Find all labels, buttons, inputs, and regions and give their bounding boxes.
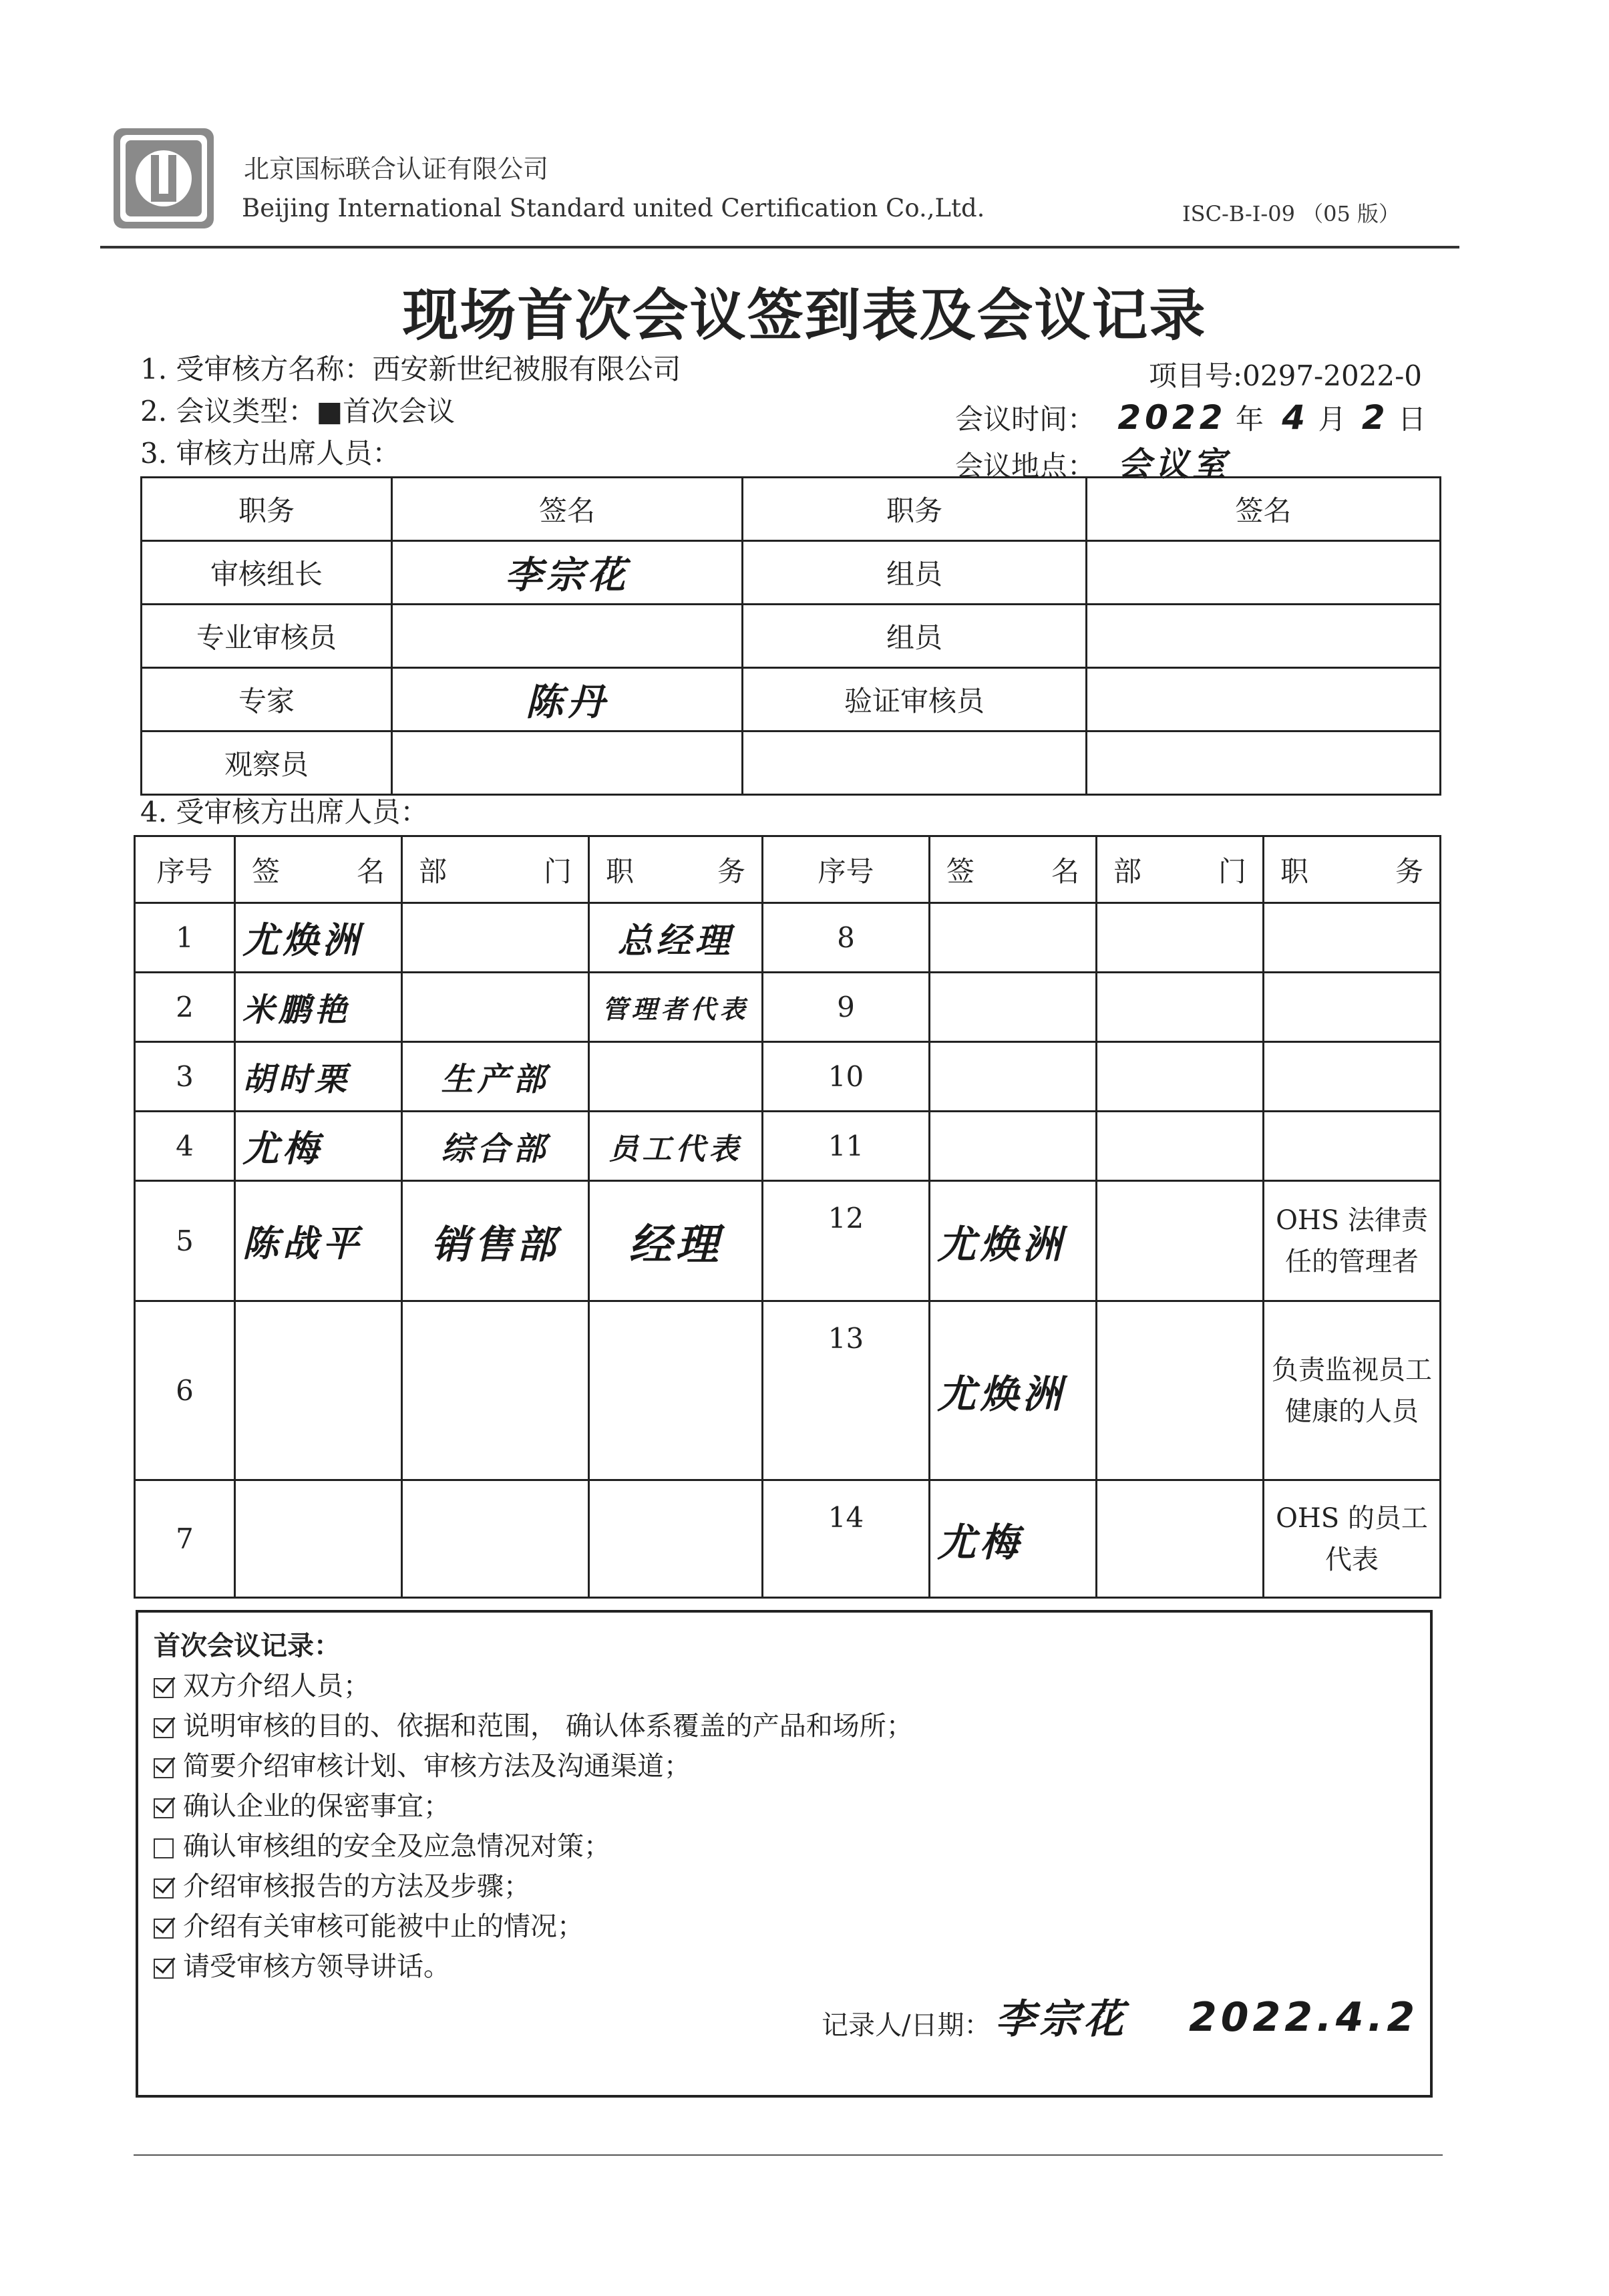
signature-cell: [392, 605, 743, 668]
header-no: 序号: [763, 836, 930, 903]
role-cell: 审核组长: [142, 541, 392, 605]
duty-cell: [589, 1042, 763, 1112]
signature-cell: [1087, 668, 1441, 731]
row-no: 12: [763, 1181, 930, 1301]
table-row: [135, 1301, 1441, 1480]
company-name-cn: 北京国标联合认证有限公司: [244, 154, 549, 184]
header-duty-b: 务: [717, 854, 745, 888]
page-title: 现场首次会议签到表及会议记录: [402, 283, 1207, 348]
checkbox-checked[interactable]: [154, 1678, 174, 1698]
recorder-label: 记录人/日期：: [822, 2010, 991, 2041]
recorder-date: 2022.4.2: [1189, 1994, 1419, 2041]
signature-cell: 陈战平: [235, 1181, 402, 1301]
signature-cell: 米鹏艳: [235, 973, 402, 1042]
row-no: 8: [763, 903, 930, 973]
department-cell: [1097, 1042, 1264, 1112]
row-no: 10: [763, 1042, 930, 1112]
row-no: 6: [135, 1301, 235, 1480]
meeting-time: [955, 397, 1426, 438]
duty-cell: 总经理: [589, 903, 763, 973]
signature-cell: 尤焕洲: [930, 1181, 1097, 1301]
record-item: [154, 1825, 610, 1863]
signature-cell: 尤梅: [930, 1480, 1097, 1598]
attendees-table: [134, 835, 1441, 1599]
audit-team-table: [140, 476, 1441, 796]
duty-cell: 负责监视员工健康的人员: [1264, 1301, 1441, 1480]
department-cell: [1097, 973, 1264, 1042]
duty-cell: [1264, 1042, 1441, 1112]
department-cell: [402, 1480, 589, 1598]
row-no: 5: [135, 1181, 235, 1301]
year-char: 年: [1235, 403, 1264, 436]
signature-cell: [235, 1480, 402, 1598]
row-no: 9: [763, 973, 930, 1042]
duty-cell: [1264, 903, 1441, 973]
signature-cell: 胡时栗: [235, 1042, 402, 1112]
header-sig-a: 签: [946, 854, 975, 888]
company-name-en: Beijing International Standard united Certification Co.,Ltd.: [242, 194, 985, 222]
signature-cell: [1087, 731, 1441, 795]
record-item-text: 说明审核的目的、依据和范围， 确认体系覆盖的产品和场所；: [183, 1711, 913, 1742]
role-cell: 观察员: [142, 731, 392, 795]
header-dept-a: 部: [1113, 854, 1142, 888]
role-cell: 专业审核员: [142, 605, 392, 668]
table-header-row: [135, 836, 1441, 903]
signature-cell: 尤梅: [235, 1112, 402, 1181]
record-item-text: 请受审核方领导讲话。: [183, 1951, 450, 1982]
header-dept-a: 部: [419, 854, 448, 888]
table-row: [135, 1480, 1441, 1598]
header-sig-b: 名: [1051, 854, 1079, 888]
record-item: [154, 1945, 450, 1983]
header-dept-b: 门: [1218, 854, 1246, 888]
department-cell: [1097, 1112, 1264, 1181]
row-no: 7: [135, 1480, 235, 1598]
table-row: [135, 1042, 1441, 1112]
department-cell: [1097, 903, 1264, 973]
auditee-name: 1. 受审核方名称：西安新世纪被服有限公司: [140, 353, 681, 385]
duty-cell: 管理者代表: [589, 973, 763, 1042]
meeting-place-label: 会议地点：: [955, 450, 1096, 482]
checkbox-unchecked[interactable]: [154, 1838, 174, 1858]
header-duty-a: 职: [1280, 854, 1309, 888]
header-dept-b: 门: [543, 854, 572, 888]
table-row: [135, 1112, 1441, 1181]
department-cell: 销售部: [402, 1181, 589, 1301]
department-cell: [402, 1301, 589, 1480]
meeting-place-value: 会议室: [1117, 445, 1230, 484]
row-no: 1: [135, 903, 235, 973]
meeting-month: 4: [1282, 398, 1310, 437]
signature-cell: [930, 1112, 1097, 1181]
document-code: ISC-B-I-09 （05 版）: [1182, 201, 1401, 226]
header-department: [1097, 836, 1264, 903]
checkbox-checked[interactable]: [154, 1758, 174, 1778]
signature-cell: 尤焕洲: [930, 1301, 1097, 1480]
project-number: 项目号:0297-2022-0: [1149, 359, 1423, 392]
duty-cell: 员工代表: [589, 1112, 763, 1181]
header-signature: 签名: [392, 478, 743, 541]
header-signature: [930, 836, 1097, 903]
company-logo: [114, 128, 214, 228]
role-cell: 专家: [142, 668, 392, 731]
duty-cell: [589, 1301, 763, 1480]
record-item-text: 介绍有关审核可能被中止的情况；: [183, 1911, 584, 1942]
department-cell: [1097, 1480, 1264, 1598]
auditee-attendees-label: 4. 受审核方出席人员：: [140, 796, 429, 828]
audit-team-label: 3. 审核方出席人员：: [140, 437, 401, 470]
record-item: [154, 1865, 530, 1903]
duty-cell: [1264, 973, 1441, 1042]
table-row: [135, 973, 1441, 1042]
record-item: [154, 1665, 370, 1703]
signature-cell: [392, 731, 743, 795]
month-char: 月: [1318, 403, 1347, 436]
role-cell: [743, 731, 1087, 795]
header-signature: 签名: [1087, 478, 1441, 541]
signature-cell: [1087, 605, 1441, 668]
duty-cell: OHS 法律责任的管理者: [1264, 1181, 1441, 1301]
record-item-text: 确认审核组的安全及应急情况对策；: [183, 1831, 610, 1862]
record-item-text: 确认企业的保密事宜；: [183, 1791, 450, 1822]
meeting-year: 2022: [1117, 398, 1227, 437]
header-duty-a: 职: [606, 854, 635, 888]
meeting-record-title: 首次会议记录：: [154, 1631, 341, 1661]
checkbox-checked[interactable]: [154, 1878, 174, 1899]
meeting-day: 2: [1361, 398, 1389, 437]
table-row: [135, 903, 1441, 973]
header-role: 职务: [743, 478, 1087, 541]
recorder-signature: 李宗花: [995, 1996, 1127, 2043]
department-cell: [402, 903, 589, 973]
row-no: 14: [763, 1480, 930, 1598]
table-row: [142, 541, 1441, 605]
role-cell: 组员: [743, 541, 1087, 605]
record-item-text: 简要介绍审核计划、审核方法及沟通渠道；: [183, 1751, 691, 1782]
header-signature: [235, 836, 402, 903]
department-cell: [1097, 1301, 1264, 1480]
row-no: 3: [135, 1042, 235, 1112]
record-item: [154, 1785, 450, 1823]
signature-cell: [930, 1042, 1097, 1112]
footer-divider: [134, 2154, 1443, 2156]
department-cell: [402, 973, 589, 1042]
record-item-text: 介绍审核报告的方法及步骤；: [183, 1871, 530, 1902]
meeting-time-label: 会议时间：: [955, 403, 1096, 436]
header-duty: [589, 836, 763, 903]
checkbox-checked[interactable]: [154, 1959, 174, 1979]
row-no: 11: [763, 1112, 930, 1181]
header-duty: [1264, 836, 1441, 903]
role-cell: 验证审核员: [743, 668, 1087, 731]
duty-cell: 经理: [589, 1181, 763, 1301]
row-no: 2: [135, 973, 235, 1042]
duty-cell: [589, 1480, 763, 1598]
table-row: [135, 1181, 1441, 1301]
signature-cell: 李宗花: [392, 541, 743, 605]
header-sig-a: 签: [252, 854, 281, 888]
duty-cell: OHS 的员工代表: [1264, 1480, 1441, 1598]
department-cell: 综合部: [402, 1112, 589, 1181]
record-item: [154, 1745, 691, 1783]
header-divider: [100, 246, 1459, 249]
table-row: [142, 605, 1441, 668]
header-sig-b: 名: [356, 854, 385, 888]
checkbox-checked[interactable]: [154, 1718, 174, 1738]
record-item: [154, 1705, 913, 1743]
signature-cell: [930, 903, 1097, 973]
row-no: 4: [135, 1112, 235, 1181]
header-department: [402, 836, 589, 903]
header-role: 职务: [142, 478, 392, 541]
record-item: [154, 1905, 584, 1943]
duty-cell: [1264, 1112, 1441, 1181]
role-cell: 组员: [743, 605, 1087, 668]
signature-cell: [930, 973, 1097, 1042]
department-cell: 生产部: [402, 1042, 589, 1112]
header-no: 序号: [135, 836, 235, 903]
table-row: [142, 668, 1441, 731]
record-item-text: 双方介绍人员；: [183, 1671, 370, 1701]
signature-cell: 陈丹: [392, 668, 743, 731]
signature-cell: [235, 1301, 402, 1480]
header-duty-b: 务: [1395, 854, 1423, 888]
day-char: 日: [1397, 403, 1426, 436]
signature-cell: 尤焕洲: [235, 903, 402, 973]
checkbox-checked[interactable]: [154, 1798, 174, 1818]
checkbox-checked[interactable]: [154, 1919, 174, 1939]
table-row: [142, 731, 1441, 795]
department-cell: [1097, 1181, 1264, 1301]
row-no: 13: [763, 1301, 930, 1480]
signature-cell: [1087, 541, 1441, 605]
meeting-type: 2. 会议类型：■首次会议: [140, 395, 456, 428]
table-header-row: [142, 478, 1441, 541]
